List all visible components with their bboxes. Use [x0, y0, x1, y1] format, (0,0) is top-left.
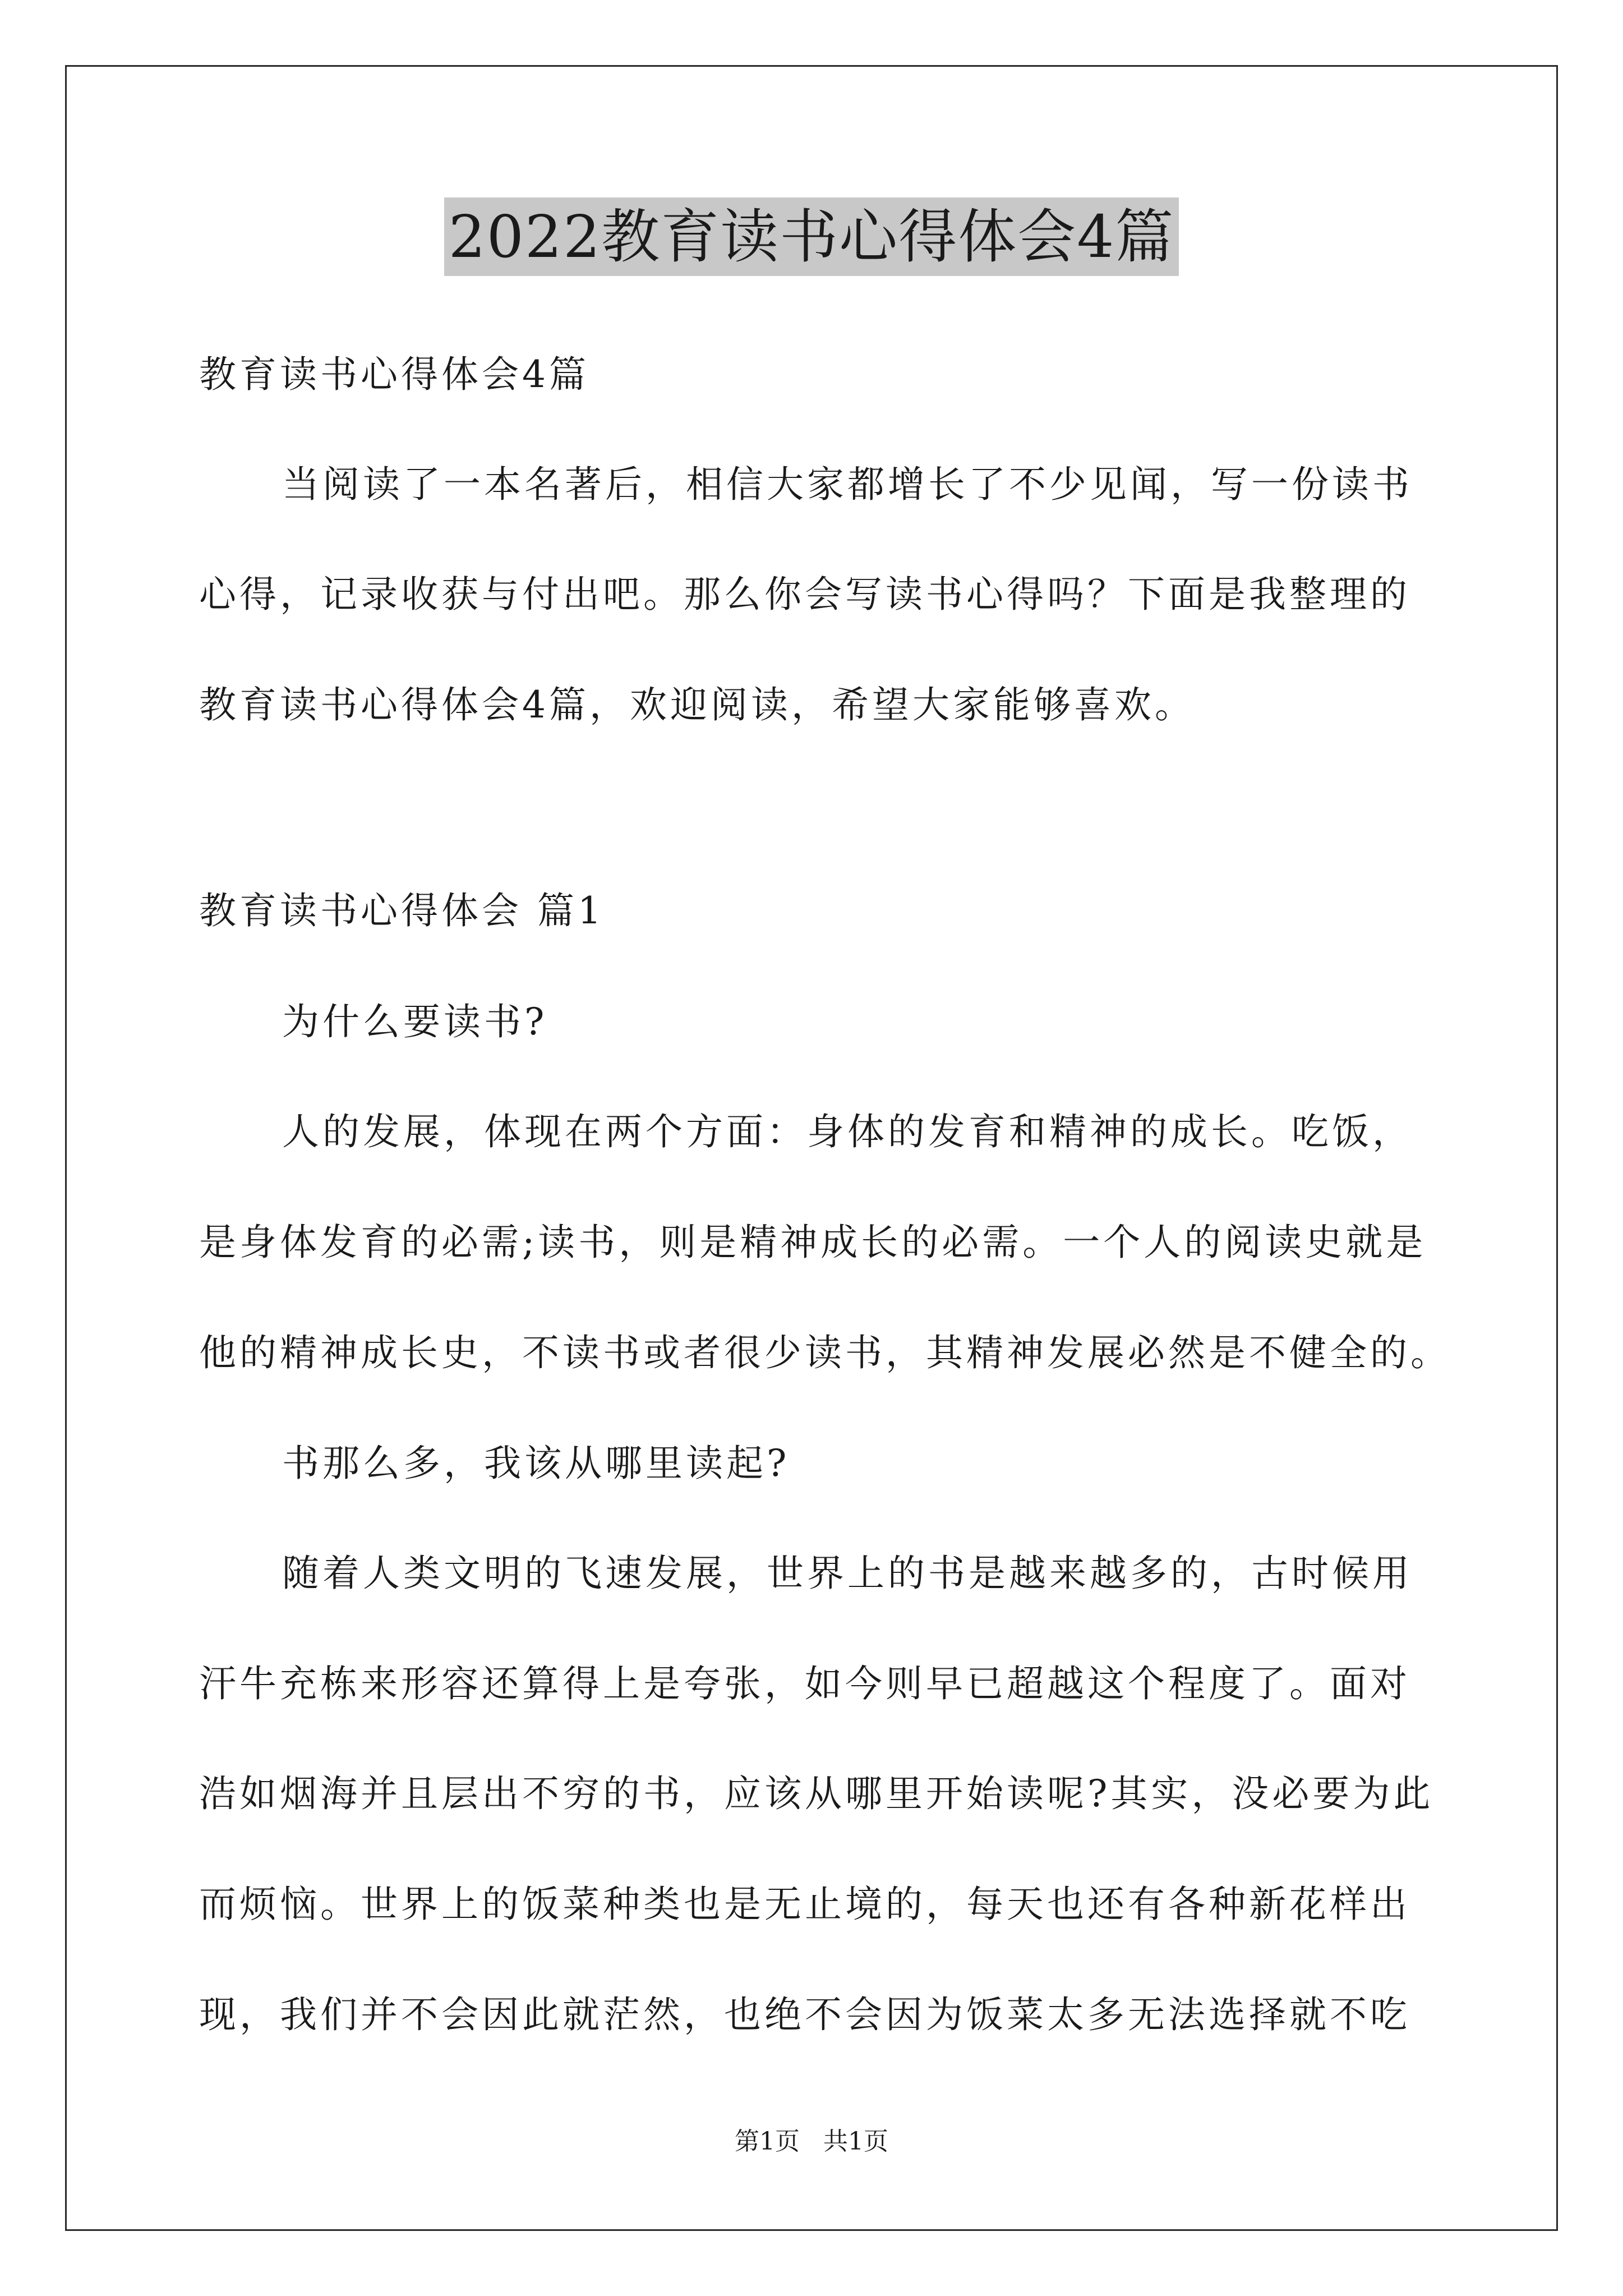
intro-line: 教育读书心得体会4篇，欢迎阅读，希望大家能够喜欢。	[199, 683, 1195, 726]
page-number-footer: 第1页 共1页	[735, 2127, 888, 2156]
paragraph-line: 人的发展，体现在两个方面：身体的发育和精神的成长。吃饭，	[282, 1110, 1413, 1153]
intro-line: 心得，记录收获与付出吧。那么你会写读书心得吗？下面是我整理的	[199, 573, 1410, 616]
question-heading: 书那么多，我该从哪里读起?	[282, 1442, 790, 1485]
intro-line: 当阅读了一本名著后，相信大家都增长了不少见闻，写一份读书	[282, 463, 1413, 506]
paragraph-line: 浩如烟海并且层出不穷的书，应该从哪里开始读呢?其实，没必要为此	[199, 1772, 1434, 1815]
paragraph-line: 而烦恼。世界上的饭菜种类也是无止境的，每天也还有各种新花样出	[199, 1883, 1410, 1926]
paragraph-line: 他的精神成长史，不读书或者很少读书，其精神发展必然是不健全的。	[199, 1331, 1451, 1374]
document-title: 2022教育读书心得体会4篇	[444, 197, 1179, 276]
subtitle: 教育读书心得体会4篇	[199, 353, 589, 396]
section-heading: 教育读书心得体会 篇1	[199, 889, 605, 932]
paragraph-line: 汗牛充栋来形容还算得上是夸张，如今则早已超越这个程度了。面对	[199, 1662, 1410, 1705]
question-heading: 为什么要读书?	[282, 1000, 548, 1043]
paragraph-line: 随着人类文明的飞速发展，世界上的书是越来越多的，古时候用	[282, 1552, 1413, 1595]
paragraph-line: 现，我们并不会因此就茫然，也绝不会因为饭菜太多无法选择就不吃	[199, 1993, 1410, 2036]
paragraph-line: 是身体发育的必需;读书，则是精神成长的必需。一个人的阅读史就是	[199, 1221, 1427, 1264]
title-container	[0, 197, 1623, 276]
